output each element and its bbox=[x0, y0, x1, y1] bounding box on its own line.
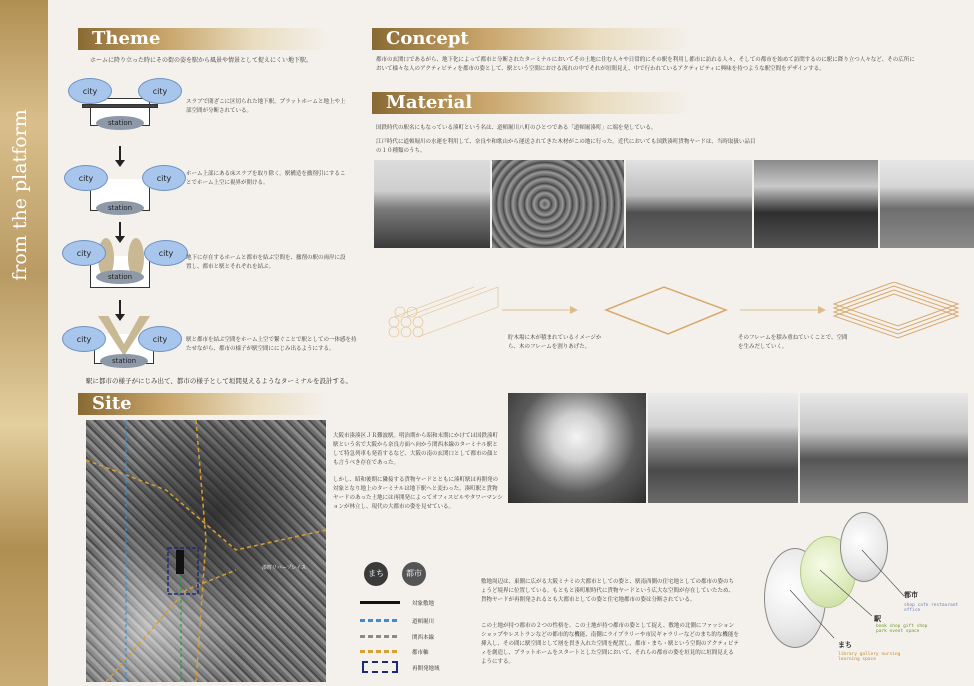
theme-intro: ホームに降り立った時にその街の姿を駅から風景や情景として捉えにくい地下駅。 bbox=[90, 57, 313, 64]
theme-step-1: スラブで閉ざこに区切られた地下駅。プラットホームと地上や上部空間が分断されている。 bbox=[186, 99, 346, 114]
theme-step-3: 地下に存在するホームと都市を結ぶ空間を、撤削の駅の両岸に設置し、都市と駅とそれぞれを結ぶ。 bbox=[186, 255, 346, 270]
city-bubble: city bbox=[62, 326, 106, 352]
site-heading: Site bbox=[78, 393, 328, 415]
diagram-toshi-items: shop cafe restaurant office bbox=[904, 603, 959, 613]
sidebar-title: from the platform bbox=[9, 109, 31, 281]
material-caption-1: 貯木場に木が積まれているイメージから、木のフレームを割りあげた。 bbox=[508, 335, 602, 350]
arrow-right-icon bbox=[818, 306, 826, 314]
site-text-2: しかし、昭和後期に隣接する貨物ヤードとともに湊町駅は再開発の対象となり地上のターミナルは地下駅へと変わった。湊町駅と貨物ヤードのあった土地には再開発によってオフィスビルやタワーマンションが林立し、現代の大都市の姿を見せている。 bbox=[333, 477, 503, 510]
diagram-eki-label: 駅 bbox=[874, 615, 881, 623]
log-bundle bbox=[389, 287, 498, 337]
material-heading: Material bbox=[372, 92, 692, 114]
station-bubble: station bbox=[96, 116, 144, 130]
legend-swatch-city-axis bbox=[360, 650, 400, 653]
city-bubble: city bbox=[64, 165, 108, 191]
theme-diagram-3 bbox=[60, 232, 180, 302]
diagram-toshi-label: 都市 bbox=[904, 591, 918, 599]
leader-line bbox=[790, 590, 834, 638]
photo-log-pile bbox=[754, 160, 878, 248]
theme-heading: Theme bbox=[78, 28, 328, 50]
theme-conclusion: 駅に都市の様子がにじみ出て、都市の様子として垣間見えるようなターミナルを設計する。 bbox=[86, 377, 353, 385]
legend-label: 道頓堀川 bbox=[412, 619, 435, 625]
legend-label: 関西本線 bbox=[412, 635, 435, 641]
theme-diagram-2 bbox=[60, 155, 180, 225]
slab-line bbox=[82, 104, 158, 108]
concept-heading: Concept bbox=[372, 28, 692, 50]
toshi-badge: 都市 bbox=[402, 562, 426, 586]
photo-underground-platform bbox=[508, 393, 646, 503]
arrow-right-icon bbox=[570, 306, 578, 314]
city-axis-line bbox=[86, 460, 326, 550]
legend-swatch-river bbox=[360, 619, 400, 622]
photo-railyard bbox=[648, 393, 798, 503]
city-bubble: city bbox=[62, 240, 106, 266]
map-label: 湊町リバープレイス bbox=[262, 565, 307, 571]
concept-text: 都市の玄関口であるがら、地下化によって都市と分断されたターミナルにおいてその土地に住む人々や日常的にその駅を利用し都市に訪れる人々、そしての都市を始めて訪問するのに駅に降り立つ人々など、その広所において様々な人のアクティビティを都市の姿として、駅という空間における流れの中でそれが垣間見え、中で行われているアクティビティに興味を持つような駅空間をデザインする。 bbox=[376, 57, 915, 72]
material-text-1: 国鉄時代の駅名にもなっている湊町という名は、道頓堀川八町のひとつである「道頓堀湊町」に端を発している。 bbox=[376, 125, 657, 131]
material-caption-2: そのフレームを積み重ねていくことで、空間を生みだしていく。 bbox=[738, 335, 848, 350]
site-text-3: 敷地周辺は、東側に広がる大阪ミナミの大都市としての姿と、駅南西側の住宅地としての都市の姿のちょうど境界に位置している。もともと湊町駅時代に貨物ヤードという広大な空間が存在していたため、貨物ヤードが再開発されるとも大都市としての姿と住宅地都市の姿は分断されている。 bbox=[481, 579, 735, 603]
city-bubble: city bbox=[142, 165, 186, 191]
legend-swatch-redevelopment bbox=[362, 661, 398, 673]
theme-step-2: ホーム上部にある床スラブを取り除く。駅構造を撤削引にすることでホーム上空に視界が開ける。 bbox=[186, 171, 346, 186]
single-frame bbox=[606, 287, 726, 334]
theme-diagram-4 bbox=[60, 312, 190, 376]
wood-frame-sequence bbox=[374, 282, 974, 362]
station-bubble: station bbox=[96, 270, 144, 284]
material-text-2: 江戸時代に道頓堀川の水運を利用して、奈良や和歌山から運送されてきた木材がこの地に行った。近代においても国鉄湊町貨物ヤードは、当時取扱い品目の１０種類のうち。 bbox=[376, 139, 756, 154]
photo-log-stack bbox=[492, 160, 624, 248]
map-overlay bbox=[86, 420, 326, 682]
machi-badge: まち bbox=[364, 562, 388, 586]
theme-step-4: 駅と都市を結ぶ空間をホーム上空で繋ぐことで駅としての一体感を持たせながら、都市の様子が駅空間ににじみ出るようにする。 bbox=[186, 337, 357, 352]
legend-swatch-rail bbox=[360, 635, 400, 638]
photo-log-harbor bbox=[626, 160, 752, 248]
city-bubble: city bbox=[138, 78, 182, 104]
site-text-1: 大阪市湊湊区ＪＲ難波駅。明治期から昭和末期にかけては国鉄湊町駅という名で大阪から奈良方面へ向かう関西本線のターミナル駅として特急列車も発着するなど、大阪の南の玄関口として都市の顔とも言うべき存在であった。 bbox=[333, 433, 499, 466]
stacked-frames bbox=[834, 282, 958, 338]
city-bubble: city bbox=[138, 326, 182, 352]
diagram-machi-label: まち bbox=[838, 641, 852, 649]
legend-label: 都市軸 bbox=[412, 650, 429, 656]
station-bubble: station bbox=[96, 201, 144, 215]
city-bubble: city bbox=[144, 240, 188, 266]
photo-log-yard-1 bbox=[374, 160, 490, 248]
site-text-4: この土地が持つ都市の２つの性格を、この土地が持つ都市の姿として捉え、敷地の北側にファッションショップやレストランなどの都市的な機能、南側にライブラリーや市民ギャラリーなどのまち的な機能を挿入し、その間に駅空間として層を貫き入れた空間を配置し、都市・まち・駅という空間のアクティビティを創造し、プラットホームをスタートとした空間において、それらの都市の姿を垣見的に垣間見えるようにする。 bbox=[481, 623, 739, 665]
leader-line bbox=[820, 570, 872, 616]
site-aerial-map bbox=[86, 420, 326, 682]
station-bubble: station bbox=[100, 354, 148, 368]
leader-line bbox=[862, 550, 904, 596]
theme-diagram-1 bbox=[60, 72, 180, 142]
photo-old-station bbox=[800, 393, 968, 503]
legend-label: 対象敷地 bbox=[412, 601, 435, 607]
target-site bbox=[176, 550, 184, 574]
legend-swatch-target-site bbox=[360, 601, 400, 604]
photo-log-field bbox=[880, 160, 974, 248]
diagram-eki-items: book shop gift shop park event space bbox=[876, 624, 928, 634]
legend-label: 再開発地域 bbox=[412, 666, 440, 672]
city-bubble: city bbox=[68, 78, 112, 104]
diagram-machi-items: library gallery nursing learning space bbox=[838, 652, 901, 662]
